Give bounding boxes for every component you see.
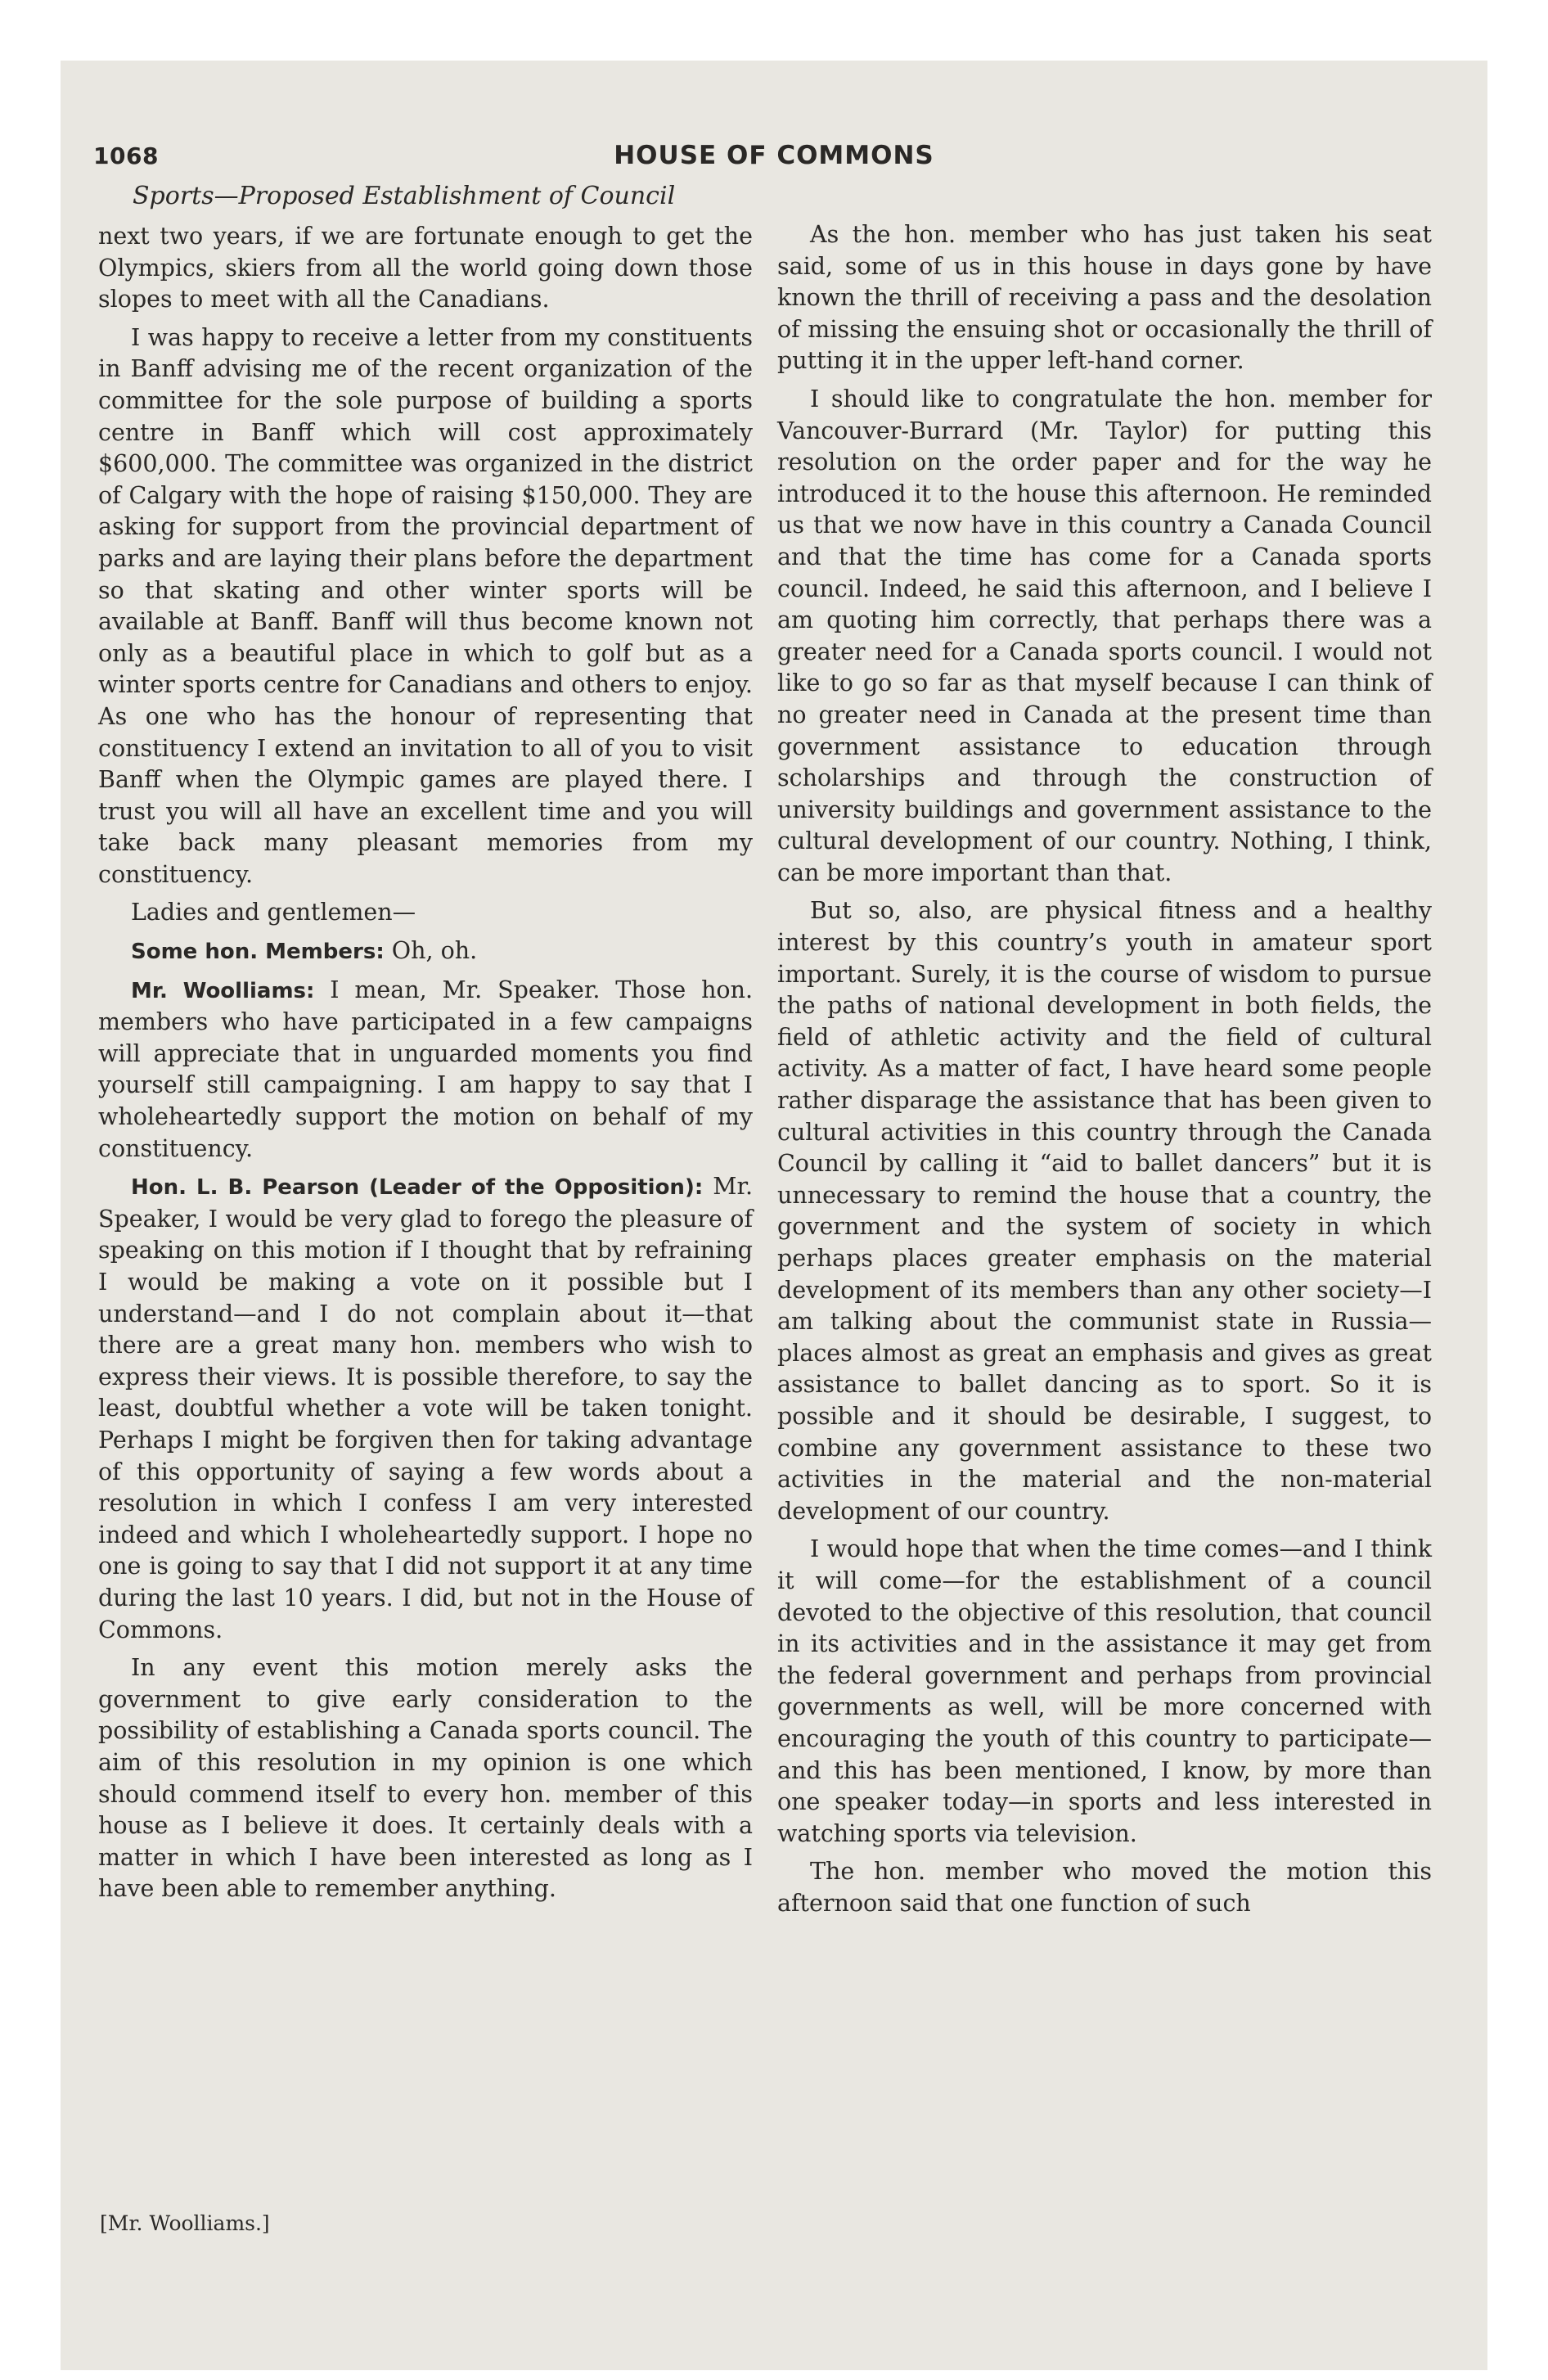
speech-paragraph: Mr. Woolliams: I mean, Mr. Speaker. Those hon. members who have participated in a few campaigns will appreciate that in unguarded moments you find yourself still campaigning. I am happy to say that I wholeheartedly support the motion on behalf of my constituency.: [98, 976, 753, 1162]
speech-paragraph: Hon. L. B. Pearson (Leader of the Opposition): Mr. Speaker, I would be very glad to forego the pleasure of speaking on this motion if I thought that by refraining I would be making a vote on it possible but I understand—and I do not complain about it—that there are a great many hon. members who wish to express their views. It is possible therefore, to say the least, doubtful whether a vote will be taken tonight. Perhaps I might be forgiven then for taking advantage of this opportunity of saying a few words about a resolution in which I confess I am very interested indeed and which I wholeheartedly support. I hope no one is going to say that I did not support it at any time during the last 10 years. I did, but not in the House of Commons.: [98, 1173, 753, 1643]
running-head: HOUSE OF COMMONS: [614, 141, 934, 170]
paragraph: I was happy to receive a letter from my constituents in Banff advising me of the recent organization of the committee for the sole purpose of building a sports centre in Banff which will cost approximately $600,000. The committee was organized in the district of Calgary with the hope of raising $150,000. They are asking for support from the provincial department of parks and are laying their plans before the department so that skating and other winter sports will be available at Banff. Banff will thus become known not only as a beautiful place in which to golf but as a winter sports centre for Canadians and others to enjoy. As one who has the honour of representing that constituency I extend an invitation to all of you to visit Banff when the Olympic games are played there. I trust you will all have an excellent time and you will take back many pleasant memories from my constituency.: [98, 323, 753, 888]
section-subhead: Sports—Proposed Establishment of Council: [133, 182, 676, 210]
page-number: 1068: [93, 142, 159, 169]
paragraph: I should like to congratulate the hon. member for Vancouver-Burrard (Mr. Taylor) for putting this resolution on the order paper and for the way he introduced it to the house this afternoon. He reminded us that we now have in this country a Canada Council and that the time has come for a Canada sports council. Indeed, he said this afternoon, and I believe I am quoting him correctly, that perhaps there was a greater need for a Canada sports council. I would not like to go so far as that myself because I can think of no greater need in Canada at the present time than government assistance to education through scholarships and through the construction of university buildings and government assistance to the cultural development of our country. Nothing, I think, can be more important than that.: [777, 385, 1432, 886]
speaker-reference: [Mr. Woolliams.]: [100, 2211, 270, 2235]
right-column: [777, 219, 1432, 1926]
speaker-name: Mr. Woolliams:: [131, 978, 315, 1003]
paragraph: I would hope that when the time comes—and I think it will come—for the establishment of a council devoted to the objective of this resolution, that council in its activities and in the assistance it may get from the federal government and perhaps from provincial governments as well, will be more concerned with encouraging the youth of this country to participate—and this has been mentioned, I know, by more than one speaker today—in sports and less interested in watching sports via television.: [777, 1535, 1432, 1847]
paragraph: But so, also, are physical fitness and a healthy interest by this country’s youth in amateur sport important. Surely, it is the course of wisdom to pursue the paths of national development in both fields, the field of athletic activity and the field of cultural activity. As a matter of fact, I have heard some people rather disparage the assistance that has been given to cultural activities in this country through the Canada Council by calling it “aid to ballet dancers” but it is unnecessary to remind the house that a country, the government and the system of society in which perhaps places greater emphasis on the material development of its members than any other society—I am talking about the communist state in Russia—places almost as great an emphasis and gives as great assistance to ballet dancing as to sport. So it is possible and it should be desirable, I suggest, to combine any government assistance to these two activities in the material and the non-material development of our country.: [777, 897, 1432, 1525]
paragraph: The hon. member who moved the motion this afternoon said that one function of such: [777, 1858, 1432, 1917]
paragraph: As the hon. member who has just taken his seat said, some of us in this house in days gone by have known the thrill of receiving a pass and the desolation of missing the ensuing shot or occasionally the thrill of putting it in the upper left-hand corner.: [777, 221, 1432, 375]
speaker-name: Some hon. Members:: [131, 940, 385, 965]
paragraph: Ladies and gentlemen—: [131, 899, 416, 926]
left-column: [98, 221, 753, 1912]
paragraph: In any event this motion merely asks the government to give early consideration to the possibility of establishing a Canada sports council. The aim of this resolution in my opinion is one which should commend itself to every hon. member of this house as I believe it does. It certainly deals with a matter in which I have been interested as long as I have been able to remember anything.: [98, 1654, 753, 1903]
speaker-name: Hon. L. B. Pearson (Leader of the Opposition):: [131, 1175, 704, 1201]
paragraph: next two years, if we are fortunate enough to get the Olympics, skiers from all the world going down those slopes to meet with all the Canadians.: [98, 223, 753, 313]
speech-paragraph: Some hon. Members: Oh, oh.: [131, 937, 478, 965]
